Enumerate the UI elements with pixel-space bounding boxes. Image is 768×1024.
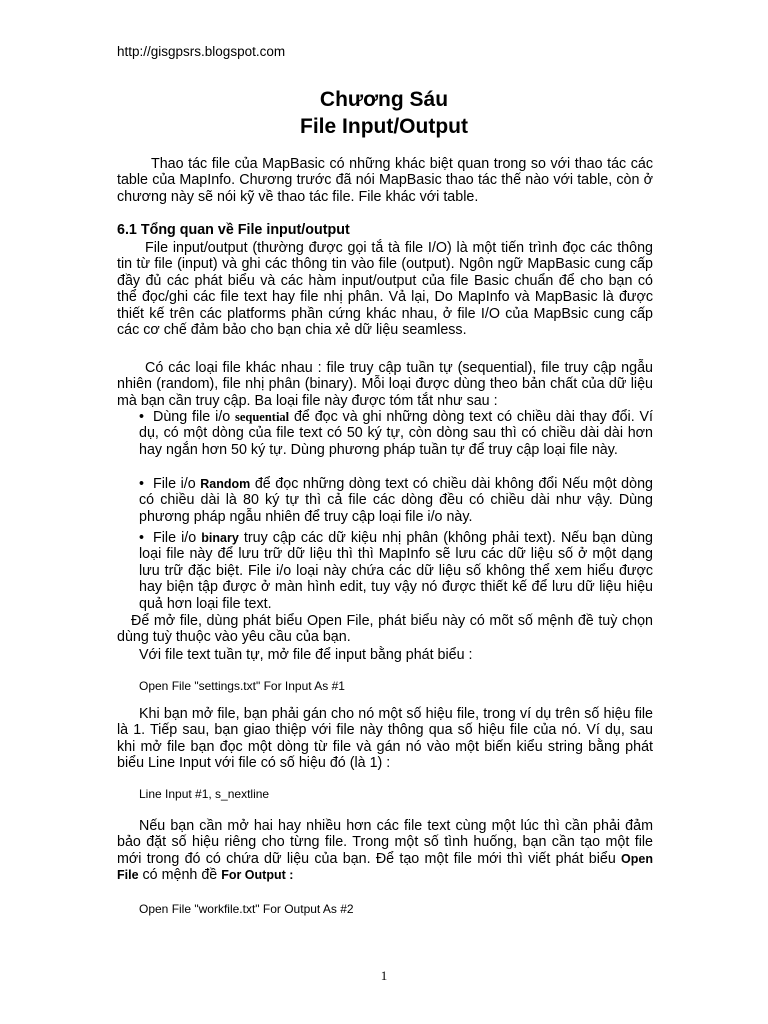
code-open-input: Open File "settings.txt" For Input As #1 — [139, 679, 345, 693]
paragraph-text-mid: có mệnh đề — [138, 867, 222, 884]
paragraph-text-pre: Nếu bạn cần mở hai hay nhiều hơn các file text cùng một lúc thì cần phải đảm bảo đặt số hiệu riêng cho từng file. Trong một số tình huống, bạn cần tạo một file mới trong đó có chứa dữ liệu của bạn. Để tạo một file mới thì viết phát biểu — [117, 818, 653, 867]
paragraph-file-types: Có các loại file khác nhau : file truy cập tuần tự (sequential), file truy cập ngẫu nhiên (random), file nhị phân (binary). Mỗi loại được dùng theo bản chất của dữ liệu mà bạn cần truy cập. Ba loại file này được tóm tắt như sau : — [117, 360, 653, 409]
keyword-open-file: Open File — [117, 851, 653, 883]
bullet-marker: • — [139, 530, 145, 546]
bullet-random — [139, 476, 653, 525]
bullet-text-pre: File i/o — [153, 476, 201, 492]
keyword-binary: binary — [201, 531, 239, 545]
intro-paragraph: Thao tác file của MapBasic có những khác biệt quan trong so với thao tác các table của MapInfo. Chương trước đã nói MapBasic thao tác thế nào với table, còn ở chương này sẽ nói kỹ về thao tác file. File khác với table. — [117, 156, 653, 205]
bullet-text-post: để đọc và ghi những dòng text có chiều dài thay đổi. Ví dụ, có một dòng của file text có 50 ký tự, còn dòng sau thì có chiều dài dài hơn hay ngắn hơn 50 ký tự. Dùng phương pháp tuần tự để truy cập loại file này. — [139, 409, 653, 458]
chapter-title: Chương Sáu — [319, 88, 449, 111]
keyword-for-output: For Output : — [221, 868, 294, 883]
code-open-output: Open File "workfile.txt" For Output As #2 — [139, 902, 354, 916]
keyword-random: Random — [200, 477, 251, 491]
bullet-sequential — [139, 409, 653, 458]
bullet-text-pre: Dùng file i/o — [153, 409, 235, 425]
paragraph-sequential-input: Với file text tuần tự, mở file để input bằng phát biểu : — [139, 647, 473, 663]
header-url[interactable]: http://gisgpsrs.blogspot.com — [117, 44, 286, 59]
paragraph-overview: File input/output (thường được gọi tắ tà file I/O) là một tiến trình đọc các thông tin từ file (input) và ghi các thông tin vào file (output). Ngôn ngữ MapBasic cung cấp đầy đủ các phát biểu và các hàm input/output của file Basic chuẩn để cho bạn có thể đọc/ghi các file text hay file nhị phân. Vả lại, Do MapInfo và MapBasic là được thiết kế trên các platforms phần cứng khác nhau, ở file I/O của MapBsic cung cấp các cơ chế đảm bảo cho bạn chia xẻ dữ liệu seamless. — [117, 240, 653, 339]
bullet-marker: • — [139, 476, 145, 492]
bullet-text-pre: File i/o — [153, 530, 202, 546]
section-heading: 6.1 Tổng quan về File input/output — [117, 222, 350, 238]
page-number: 1 — [380, 968, 388, 983]
bullet-text-post: để đọc những dòng text có chiều dài không đổi Nếu một dòng có chiều dài là 80 ký tự thì cả file các dòng đều có chiều dài như vậy. Dùng phương pháp ngẫu nhiên để truy cập loại file i/o này. — [139, 476, 653, 525]
bullet-binary — [139, 530, 653, 612]
keyword-sequential: sequential — [234, 410, 290, 424]
bullet-marker: • — [139, 409, 145, 425]
paragraph-open-file: Để mở file, dùng phát biểu Open File, phát biểu này có mõt số mệnh đề tuỳ chọn dùng tuỳ thuộc vào yêu cầu của bạn. — [117, 613, 653, 646]
bullet-text-post: truy cập các dữ kiệu nhị phân (không phải text). Nếu bạn dùng loại file này để lưu trữ dữ liệu thì thì MapInfo sẽ lưu các dữ liệu số ở một dạng lưu trữ đặc biệt. File i/o loại này chứa các dữ liệu số không thể xem hiểu được hay biện tập được ở màn hình edit, tuy vậy nó được thiết kế để lưu dữ liệu hiệu quả hơn loại file text. — [139, 530, 653, 612]
chapter-subtitle: File Input/Output — [300, 115, 468, 138]
code-line-input: Line Input #1, s_nextline — [139, 787, 270, 801]
paragraph-file-number: Khi bạn mở file, bạn phải gán cho nó một số hiệu file, trong ví dụ trên số hiệu file là 1. Tiếp sau, bạn giao thiệp với file này thông qua số hiệu file của nó. Ví dụ, sau khi mở file bạn đọc một dòng từ file và gán nó vào một biến kiểu string bằng phát biểu Line Input với file có số hiệu đó (là 1) : — [117, 706, 653, 772]
paragraph-multiple-files — [117, 818, 653, 884]
